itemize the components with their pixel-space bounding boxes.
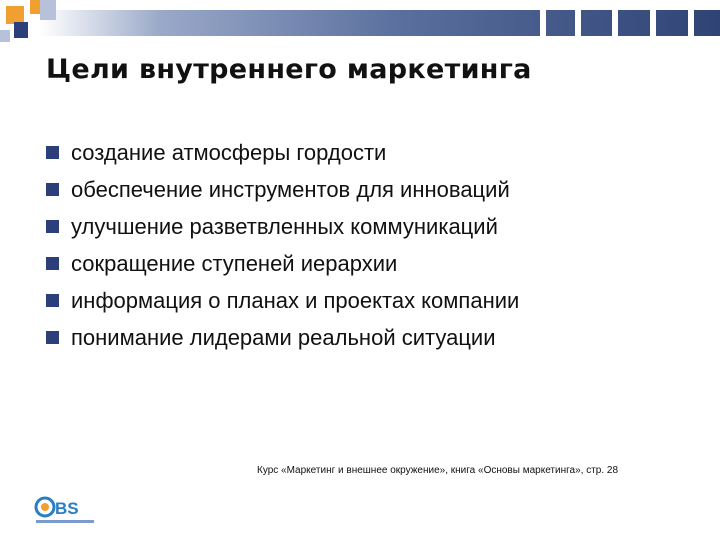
square-bullet-icon — [46, 331, 59, 344]
bullet-item — [46, 245, 696, 282]
bullet-item — [46, 319, 696, 356]
header-stripe — [650, 10, 656, 36]
square-bullet-icon — [46, 146, 59, 159]
bullet-item — [46, 282, 696, 319]
square-bullet-icon — [46, 294, 59, 307]
header-stripe — [575, 10, 581, 36]
bullet-text: сокращение ступеней иерархии — [71, 250, 398, 276]
square-bullet-icon — [46, 183, 59, 196]
bullet-item — [46, 134, 696, 171]
slide-title: Цели внутреннего маркетинга — [46, 54, 532, 85]
source-footnote: Курс «Маркетинг и внешнее окружение», книга «Основы маркетинга», стр. 28 — [257, 465, 619, 476]
obs-logo — [34, 496, 96, 526]
header-stripe — [688, 10, 694, 36]
bullet-text: создание атмосферы гордости — [71, 139, 387, 165]
svg-text:BS: BS — [55, 499, 79, 518]
header-stripe — [612, 10, 618, 36]
header-stripe — [540, 10, 546, 36]
bullet-text: обеспечение инструментов для инноваций — [71, 176, 510, 202]
bullet-item — [46, 208, 696, 245]
bullet-text: понимание лидерами реальной ситуации — [71, 324, 496, 350]
square-bullet-icon — [46, 257, 59, 270]
bullet-item — [46, 171, 696, 208]
bullet-list — [46, 134, 696, 356]
bullet-text: улучшение разветвленных коммуникаций — [71, 213, 498, 239]
bullet-text: информация о планах и проектах компании — [71, 287, 520, 313]
square-bullet-icon — [46, 220, 59, 233]
